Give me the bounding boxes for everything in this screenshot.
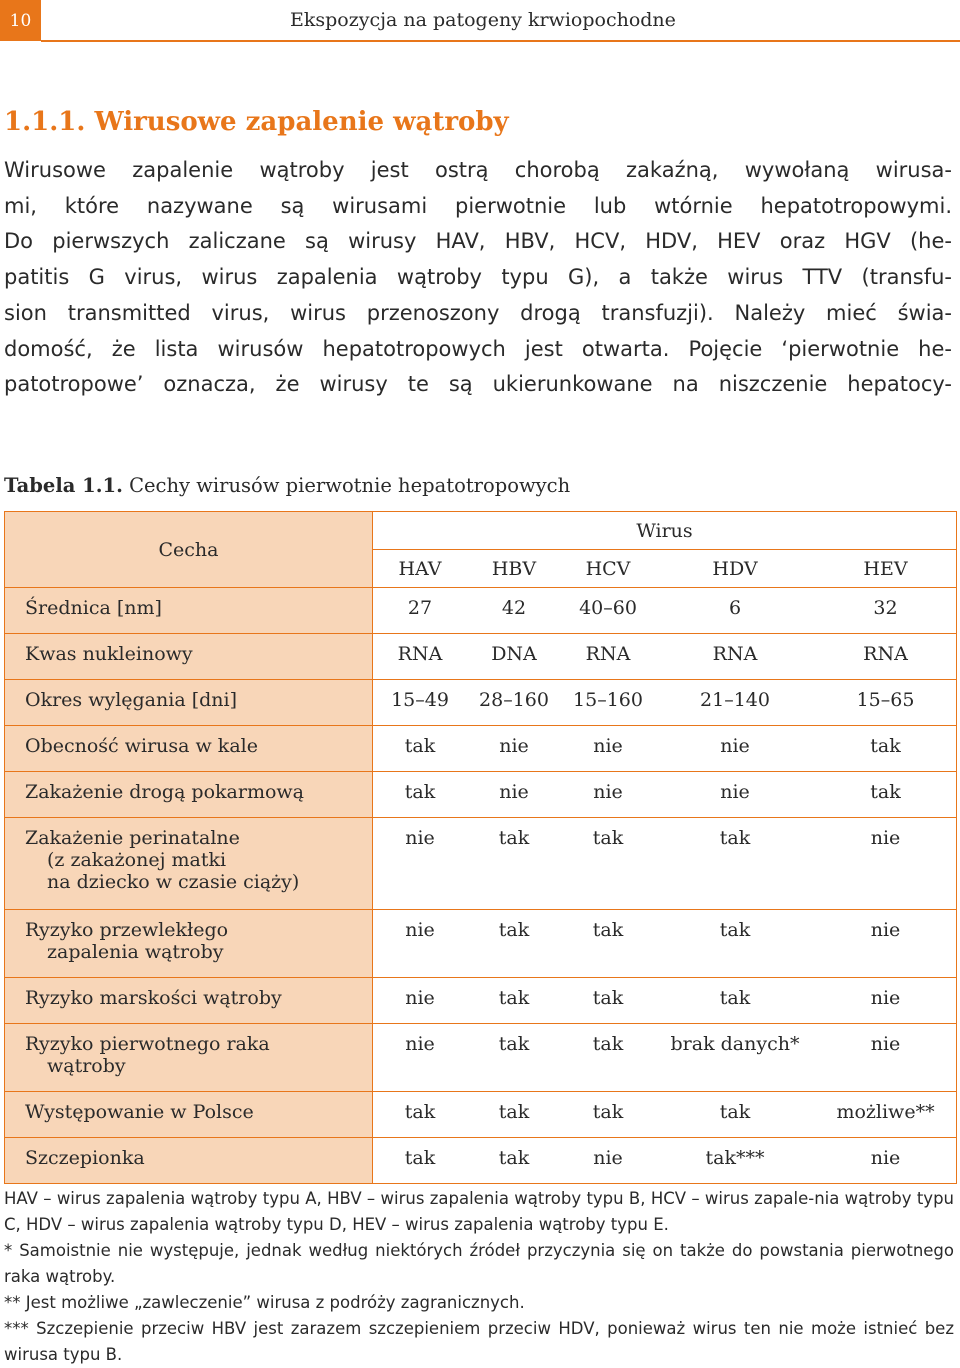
value-cell-hbv: tak [467, 978, 561, 1024]
feature-column-header: Cecha [5, 512, 373, 588]
body-paragraph [4, 153, 952, 403]
feature-label-line: zapalenia wątroby [47, 941, 224, 963]
table-row [5, 1138, 956, 1184]
value-cell-hev: tak [815, 772, 956, 818]
body-line: patitis G virus, wirus zapalenia wątroby typu G), a także wirus TTV (transfu- [4, 265, 952, 290]
table-row [5, 1092, 956, 1138]
body-line: mi, które nazywane są wirusami pierwotnie lub wtórnie hepatotropowymi. [4, 193, 952, 218]
footnote-three-star: *** Szczepienie przeciw HBV jest zarazem szczepieniem przeciw HDV, ponieważ wirus ten nie może istnieć bez wirusa typu B. [4, 1319, 954, 1364]
table-row [5, 910, 956, 978]
body-line: Wirusowe zapalenie wątroby jest ostrą chorobą zakaźną, wywołaną wirusa- [4, 158, 952, 182]
value-cell-hev: nie [815, 978, 956, 1024]
feature-label-line: (z zakażonej matki [47, 849, 227, 871]
value-cell-hbv: tak [467, 1092, 561, 1138]
page-number-badge: 10 [0, 0, 41, 41]
feature-label-line: Występowanie w Polsce [25, 1101, 254, 1123]
body-line: patotropowe’ oznacza, że wirusy te są ukierunkowane na niszczenie hepatocy- [4, 372, 952, 397]
feature-label-line: Okres wylęgania [dni] [25, 689, 237, 711]
feature-label-line: Zakażenie drogą pokarmową [25, 781, 305, 803]
table-row [5, 634, 956, 680]
value-cell-hev: nie [815, 1138, 956, 1184]
value-cell-hav: nie [373, 978, 467, 1024]
table-caption-label: Tabela 1.1. [4, 474, 123, 497]
feature-label-line: Szczepionka [25, 1147, 145, 1169]
value-cell-hav: nie [373, 1024, 467, 1092]
feature-label-cell [5, 818, 373, 910]
feature-label-line: Średnica [nm] [25, 597, 162, 619]
value-cell-hdv: tak [655, 818, 815, 910]
table-row [5, 1024, 956, 1092]
body-line: sion transmitted virus, wirus przenoszony drogą transfuzji). Należy mieć świa- [4, 300, 952, 325]
value-cell-hev: nie [815, 910, 956, 978]
table-row [5, 772, 956, 818]
section-title: 1.1.1. Wirusowe zapalenie wątroby [4, 107, 509, 137]
virus-column-header: HEV [815, 550, 956, 588]
feature-label-cell [5, 588, 373, 634]
table-row [5, 680, 956, 726]
value-cell-hbv: nie [467, 726, 561, 772]
value-cell-hev: nie [815, 1024, 956, 1092]
feature-label-line: Ryzyko marskości wątroby [25, 987, 282, 1009]
header-rule [41, 40, 960, 42]
feature-label-cell [5, 1138, 373, 1184]
value-cell-hbv: 42 [467, 588, 561, 634]
value-cell-hcv: tak [561, 818, 655, 910]
value-cell-hcv: nie [561, 1138, 655, 1184]
value-cell-hbv: tak [467, 1138, 561, 1184]
value-cell-hav: nie [373, 910, 467, 978]
table-row [5, 588, 956, 634]
value-cell-hav: nie [373, 818, 467, 910]
value-cell-hbv: tak [467, 1024, 561, 1092]
value-cell-hev: możliwe** [815, 1092, 956, 1138]
table-row [5, 818, 956, 910]
value-cell-hdv: RNA [655, 634, 815, 680]
value-cell-hdv: tak [655, 910, 815, 978]
body-line: Do pierwszych zaliczane są wirusy HAV, HBV, HCV, HDV, HEV oraz HGV (he- [4, 229, 952, 254]
value-cell-hev: tak [815, 726, 956, 772]
table-row [5, 726, 956, 772]
running-title: Ekspozycja na patogeny krwiopochodne [290, 9, 676, 31]
value-cell-hcv: tak [561, 978, 655, 1024]
virus-features-table [4, 511, 957, 1184]
value-cell-hdv: 6 [655, 588, 815, 634]
feature-label-cell [5, 634, 373, 680]
value-cell-hdv: 21–140 [655, 680, 815, 726]
value-cell-hev: 32 [815, 588, 956, 634]
virus-column-header: HCV [561, 550, 655, 588]
value-cell-hcv: 40–60 [561, 588, 655, 634]
table-caption-text: Cechy wirusów pierwotnie hepatotropowych [122, 474, 571, 497]
value-cell-hav: RNA [373, 634, 467, 680]
feature-label-line: na dziecko w czasie ciąży) [47, 871, 300, 893]
feature-label-line: Kwas nukleinowy [25, 643, 193, 665]
virus-group-header: Wirus [373, 512, 956, 550]
value-cell-hav: tak [373, 1138, 467, 1184]
virus-column-header: HBV [467, 550, 561, 588]
virus-column-header: HDV [655, 550, 815, 588]
feature-label-line: wątroby [47, 1055, 126, 1077]
value-cell-hcv: tak [561, 910, 655, 978]
value-cell-hbv: tak [467, 910, 561, 978]
feature-label-cell [5, 1092, 373, 1138]
feature-label-cell [5, 910, 373, 978]
table-footnotes [4, 1186, 954, 1368]
table-caption [4, 474, 570, 497]
value-cell-hbv: nie [467, 772, 561, 818]
value-cell-hav: 27 [373, 588, 467, 634]
value-cell-hav: tak [373, 772, 467, 818]
value-cell-hbv: 28–160 [467, 680, 561, 726]
virus-column-header: HAV [373, 550, 467, 588]
value-cell-hdv: nie [655, 772, 815, 818]
value-cell-hev: 15–65 [815, 680, 956, 726]
body-line: domość, że lista wirusów hepatotropowych jest otwarta. Pojęcie ‘pierwotnie he- [4, 336, 952, 361]
value-cell-hcv: nie [561, 772, 655, 818]
value-cell-hdv: nie [655, 726, 815, 772]
value-cell-hdv: tak*** [655, 1138, 815, 1184]
footnote-abbreviations: HAV – wirus zapalenia wątroby typu A, HBV – wirus zapalenia wątroby typu B, HCV – wirus zapale-nia wątroby typu C, HDV – wirus zapalenia wątroby typu D, HEV – wirus zapalenia wątroby typu E. [4, 1189, 954, 1234]
value-cell-hbv: tak [467, 818, 561, 910]
feature-label-line: Zakażenie perinatalne [25, 827, 240, 849]
feature-label-cell [5, 680, 373, 726]
value-cell-hcv: nie [561, 726, 655, 772]
value-cell-hav: 15–49 [373, 680, 467, 726]
feature-label-cell [5, 978, 373, 1024]
value-cell-hcv: tak [561, 1092, 655, 1138]
feature-label-cell [5, 726, 373, 772]
value-cell-hbv: DNA [467, 634, 561, 680]
value-cell-hdv: tak [655, 978, 815, 1024]
footnote-two-star: ** Jest możliwe „zawleczenie” wirusa z podróży zagranicznych. [4, 1293, 525, 1312]
feature-label-line: Ryzyko przewlekłego [25, 919, 229, 941]
feature-label-line: Obecność wirusa w kale [25, 735, 258, 757]
value-cell-hev: nie [815, 818, 956, 910]
feature-label-cell [5, 772, 373, 818]
value-cell-hcv: 15–160 [561, 680, 655, 726]
value-cell-hdv: tak [655, 1092, 815, 1138]
value-cell-hev: RNA [815, 634, 956, 680]
value-cell-hav: tak [373, 726, 467, 772]
table-row [5, 978, 956, 1024]
feature-label-line: Ryzyko pierwotnego raka [25, 1033, 270, 1055]
value-cell-hcv: tak [561, 1024, 655, 1092]
footnote-one-star: * Samoistnie nie występuje, jednak według niektórych źródeł przyczynia się on także do powstania pierwotnego raka wątroby. [4, 1241, 954, 1286]
value-cell-hdv: brak danych* [655, 1024, 815, 1092]
feature-label-cell [5, 1024, 373, 1092]
value-cell-hav: tak [373, 1092, 467, 1138]
value-cell-hcv: RNA [561, 634, 655, 680]
